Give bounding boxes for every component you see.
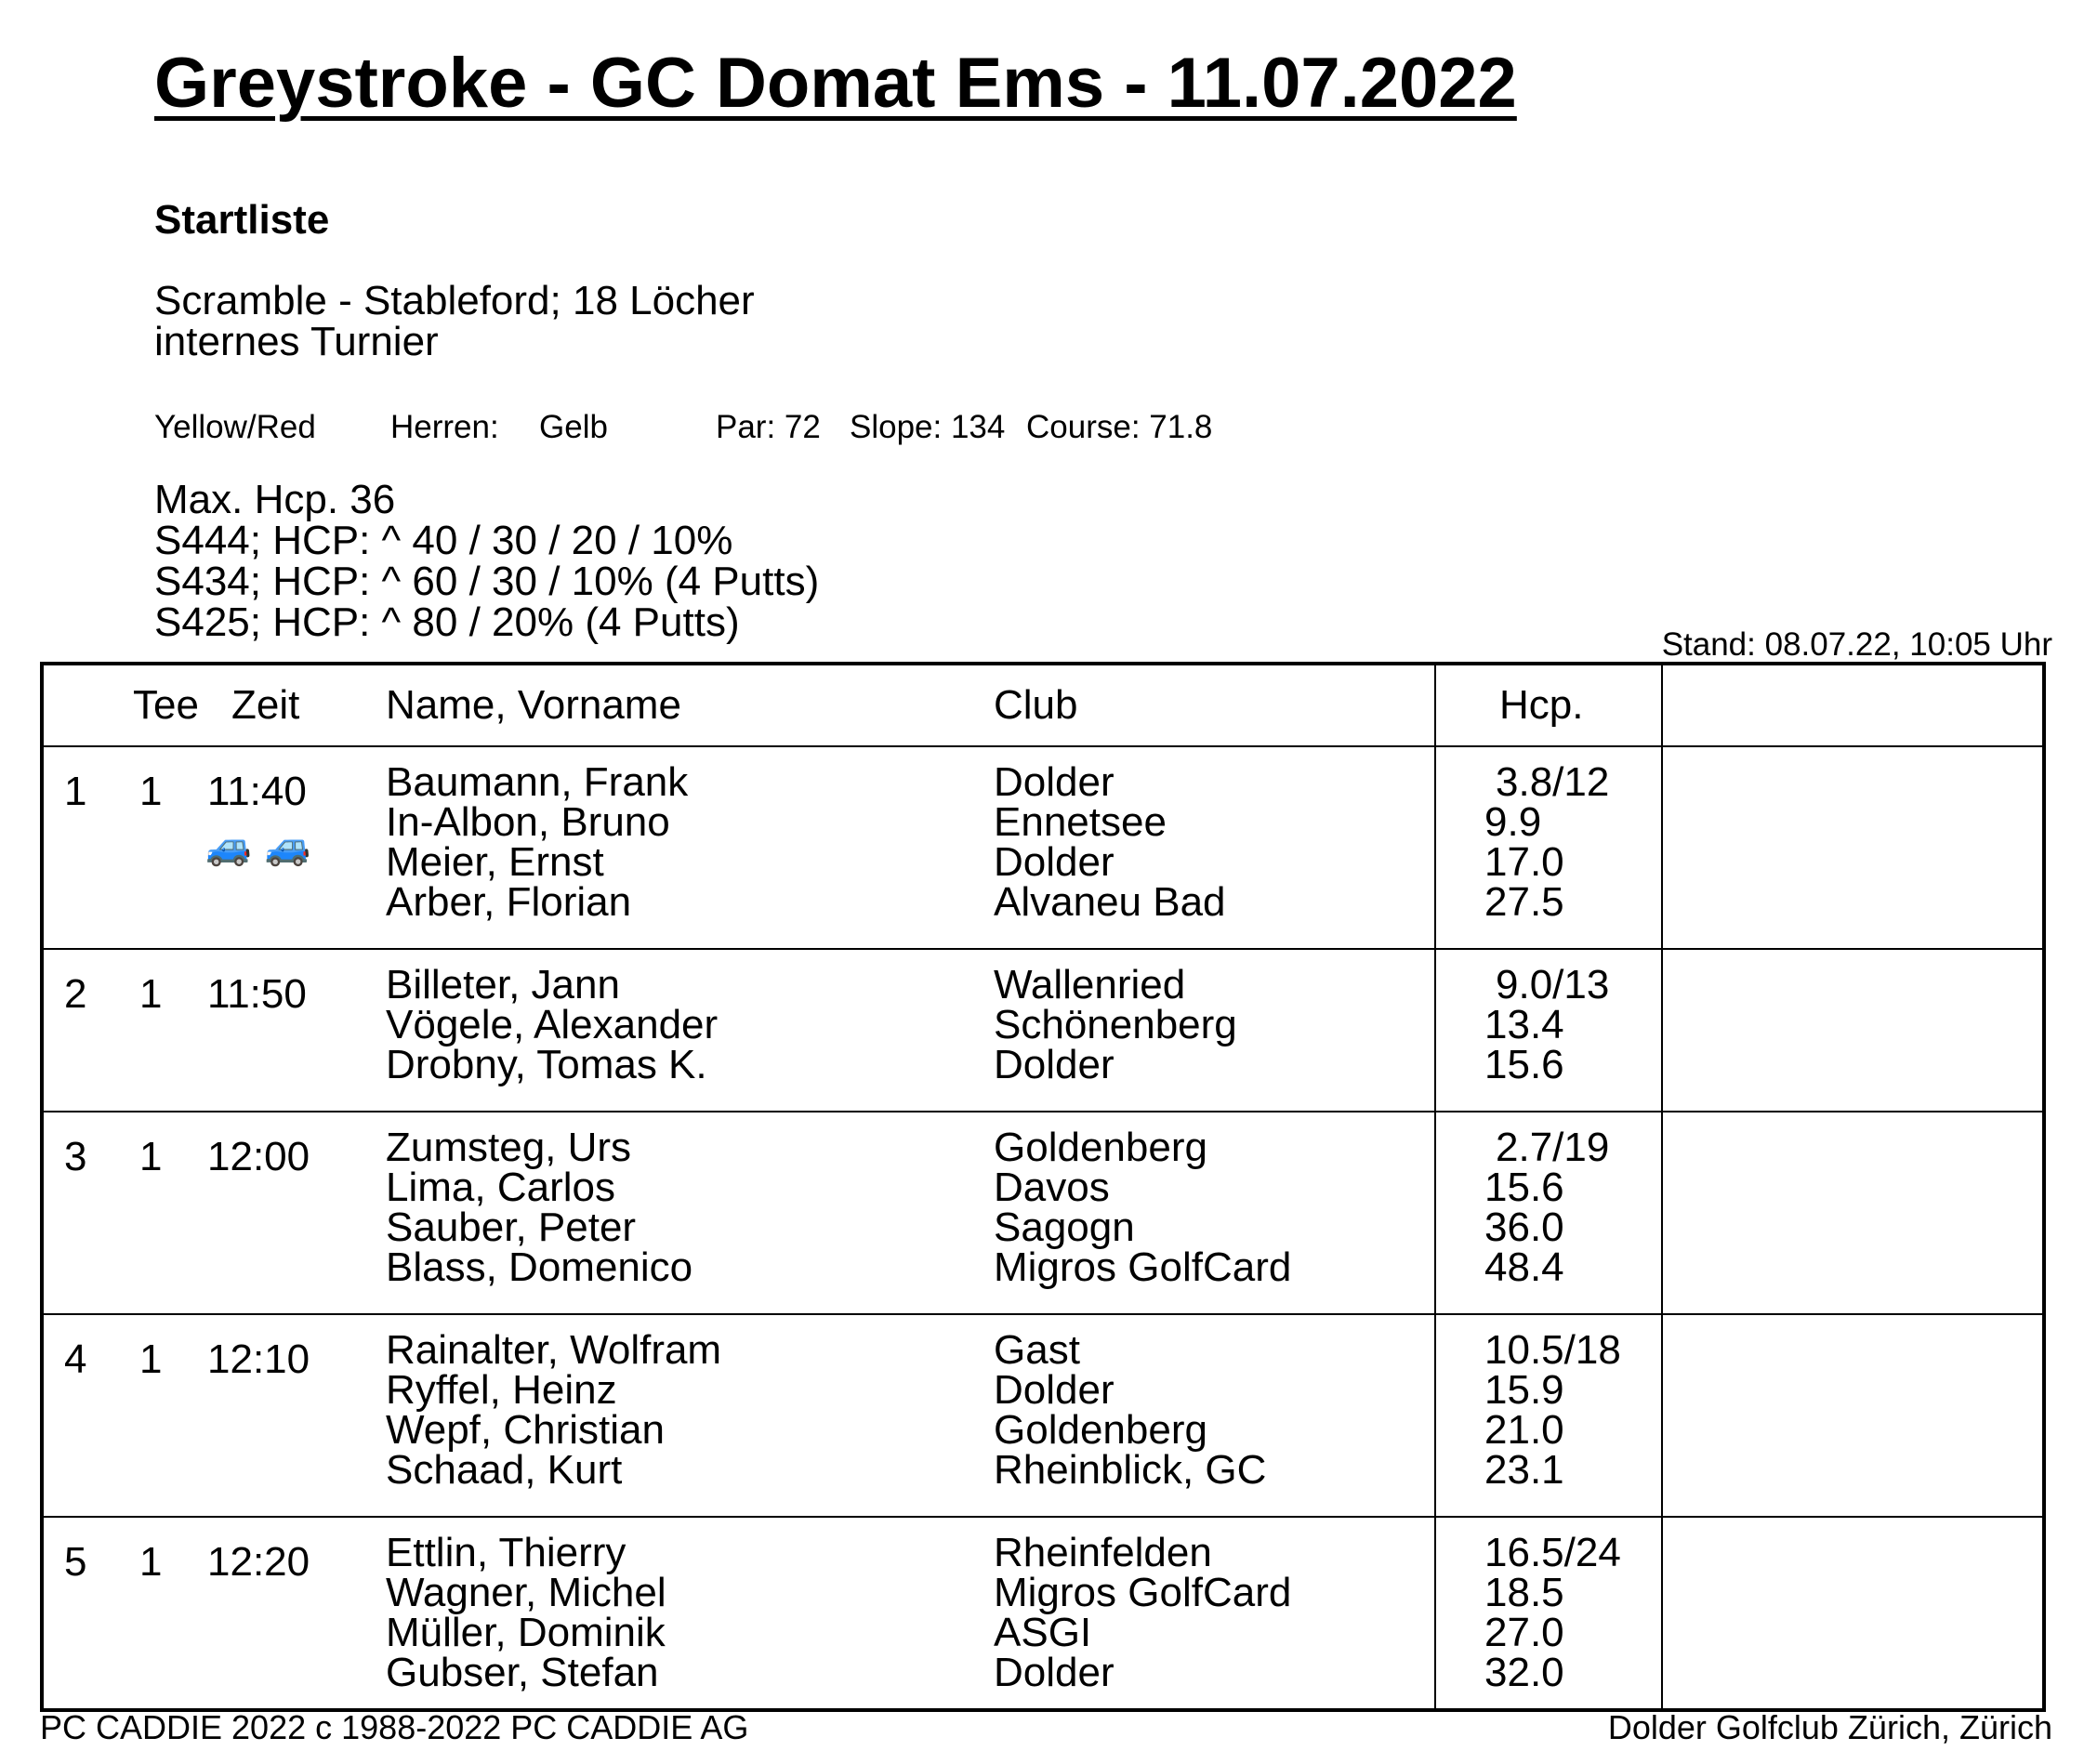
player-hcp: 36.0 <box>1484 1205 1564 1250</box>
column-header-name: Name, Vorname <box>386 682 681 728</box>
player-name: In-Albon, Bruno <box>386 799 670 845</box>
flight-number: 4 <box>64 1336 87 1382</box>
player-club: Goldenberg <box>994 1125 1207 1170</box>
player-club: Dolder <box>994 1367 1115 1413</box>
tee-color: Gelb <box>539 409 608 445</box>
player-hcp: 27.0 <box>1484 1610 1564 1655</box>
player-club: Davos <box>994 1165 1110 1210</box>
slope-value: Slope: 134 <box>850 409 1006 445</box>
player-name-column <box>386 1327 722 1493</box>
player-hcp-column <box>1484 1327 1621 1493</box>
player-club-column <box>994 1125 1292 1290</box>
player-name: Vögele, Alexander <box>386 1002 719 1047</box>
player-name: Blass, Domenico <box>386 1244 693 1290</box>
rule-line: S425; HCP: ^ 80 / 20% (4 Putts) <box>154 599 740 645</box>
player-club: Dolder <box>994 1042 1115 1087</box>
flight-group <box>44 1315 2042 1516</box>
tee-number: 1 <box>139 1539 163 1585</box>
player-club: ASGI <box>994 1610 1092 1655</box>
player-club: Ennetsee <box>994 799 1167 845</box>
tee-time: 11:50 <box>207 971 307 1017</box>
tee-time: 12:20 <box>207 1539 310 1585</box>
car-icon: 🚙 <box>264 826 311 867</box>
player-name: Wepf, Christian <box>386 1407 665 1453</box>
column-header-club: Club <box>994 682 1078 728</box>
stand-timestamp: Stand: 08.07.22, 10:05 Uhr <box>1661 626 2052 663</box>
player-club-column <box>994 1530 1292 1695</box>
tee-number: 1 <box>139 1134 163 1179</box>
player-club: Dolder <box>994 759 1115 805</box>
format-line-2: internes Turnier <box>154 319 439 364</box>
player-hcp: 17.0 <box>1484 839 1564 885</box>
flight-number: 5 <box>64 1539 87 1585</box>
player-hcp-column <box>1484 1530 1621 1695</box>
player-club: Migros GolfCard <box>994 1244 1292 1290</box>
tee-number: 1 <box>139 769 163 814</box>
flight-number: 3 <box>64 1134 87 1179</box>
tee-number: 1 <box>139 1336 163 1382</box>
player-hcp: 15.6 <box>1484 1165 1564 1210</box>
flight-number: 2 <box>64 971 87 1017</box>
format-line-1: Scramble - Stableford; 18 Löcher <box>154 278 755 323</box>
player-name: Drobny, Tomas K. <box>386 1042 707 1087</box>
tee-number: 1 <box>139 971 163 1017</box>
flight-group <box>44 950 2042 1111</box>
player-hcp: 23.1 <box>1484 1447 1564 1493</box>
player-name: Lima, Carlos <box>386 1165 615 1210</box>
tee-time: 11:40 <box>207 769 307 814</box>
tee-time: 12:10 <box>207 1336 310 1382</box>
player-hcp: 32.0 <box>1484 1650 1564 1695</box>
rule-line: S434; HCP: ^ 60 / 30 / 10% (4 Putts) <box>154 559 820 604</box>
player-name-column <box>386 1125 693 1290</box>
tee-gender-label: Herren: <box>390 409 499 445</box>
player-club: Dolder <box>994 1650 1115 1695</box>
course-rating: Course: 71.8 <box>1026 409 1213 445</box>
player-name: Gubser, Stefan <box>386 1650 659 1695</box>
player-name: Sauber, Peter <box>386 1205 637 1250</box>
page-title: Greystroke - GC Domat Ems - 11.07.2022 <box>154 44 1517 123</box>
footer-copyright: PC CADDIE 2022 c 1988-2022 PC CADDIE AG <box>40 1708 749 1746</box>
column-header-tee: Tee <box>133 682 199 728</box>
player-hcp: 13.4 <box>1484 1002 1564 1047</box>
start-list-table <box>40 662 2046 1712</box>
player-name: Schaad, Kurt <box>386 1447 623 1493</box>
player-club-column <box>994 962 1237 1087</box>
list-subtitle: Startliste <box>154 197 330 243</box>
column-header-hcp: Hcp. <box>1499 682 1584 728</box>
footer-club: Dolder Golfclub Zürich, Zürich <box>1607 1708 2052 1746</box>
player-club: Alvaneu Bad <box>994 879 1226 925</box>
player-name: Rainalter, Wolfram <box>386 1327 722 1373</box>
player-hcp: 3.8/12 <box>1496 759 1610 805</box>
player-club: Dolder <box>994 839 1115 885</box>
player-hcp: 27.5 <box>1484 879 1564 925</box>
column-header-zeit: Zeit <box>231 682 300 728</box>
player-club: Rheinfelden <box>994 1530 1212 1575</box>
player-name: Arber, Florian <box>386 879 632 925</box>
player-club-column <box>994 1327 1267 1493</box>
player-hcp: 48.4 <box>1484 1244 1564 1290</box>
tee-time: 12:00 <box>207 1134 310 1179</box>
player-hcp: 15.6 <box>1484 1042 1564 1087</box>
flight-group <box>44 1518 2042 1708</box>
player-club: Migros GolfCard <box>994 1570 1292 1615</box>
player-club: Schönenberg <box>994 1002 1237 1047</box>
player-club-column <box>994 759 1226 925</box>
player-name: Meier, Ernst <box>386 839 604 885</box>
player-hcp: 21.0 <box>1484 1407 1564 1453</box>
tee-set: Yellow/Red <box>154 409 316 445</box>
player-name: Wagner, Michel <box>386 1570 666 1615</box>
player-hcp: 2.7/19 <box>1496 1125 1610 1170</box>
player-hcp: 9.9 <box>1484 799 1542 845</box>
player-club: Wallenried <box>994 962 1186 1007</box>
player-club: Gast <box>994 1327 1080 1373</box>
flight-number: 1 <box>64 769 87 814</box>
player-name: Müller, Dominik <box>386 1610 666 1655</box>
player-hcp: 18.5 <box>1484 1570 1564 1615</box>
max-hcp: Max. Hcp. 36 <box>154 477 396 522</box>
player-name: Zumsteg, Urs <box>386 1125 632 1170</box>
player-club: Rheinblick, GC <box>994 1447 1267 1493</box>
player-hcp: 10.5/18 <box>1484 1327 1621 1373</box>
player-hcp: 15.9 <box>1484 1367 1564 1413</box>
player-name: Ettlin, Thierry <box>386 1530 627 1575</box>
player-name: Baumann, Frank <box>386 759 689 805</box>
player-hcp: 9.0/13 <box>1496 962 1610 1007</box>
player-name: Billeter, Jann <box>386 962 620 1007</box>
rule-line: S444; HCP: ^ 40 / 30 / 20 / 10% <box>154 518 733 563</box>
player-hcp: 16.5/24 <box>1484 1530 1621 1575</box>
car-icon: 🚙 <box>205 826 252 867</box>
player-name-column <box>386 759 689 925</box>
player-club: Goldenberg <box>994 1407 1207 1453</box>
player-hcp-column <box>1484 962 1610 1087</box>
player-name-column <box>386 1530 666 1695</box>
player-name: Ryffel, Heinz <box>386 1367 617 1413</box>
player-hcp-column <box>1484 759 1610 925</box>
player-name-column <box>386 962 719 1087</box>
flight-group <box>44 1112 2042 1313</box>
cart-icons <box>205 827 324 867</box>
player-hcp-column <box>1484 1125 1610 1290</box>
par-value: Par: 72 <box>716 409 821 445</box>
flight-group <box>44 747 2042 948</box>
player-club: Sagogn <box>994 1205 1135 1250</box>
